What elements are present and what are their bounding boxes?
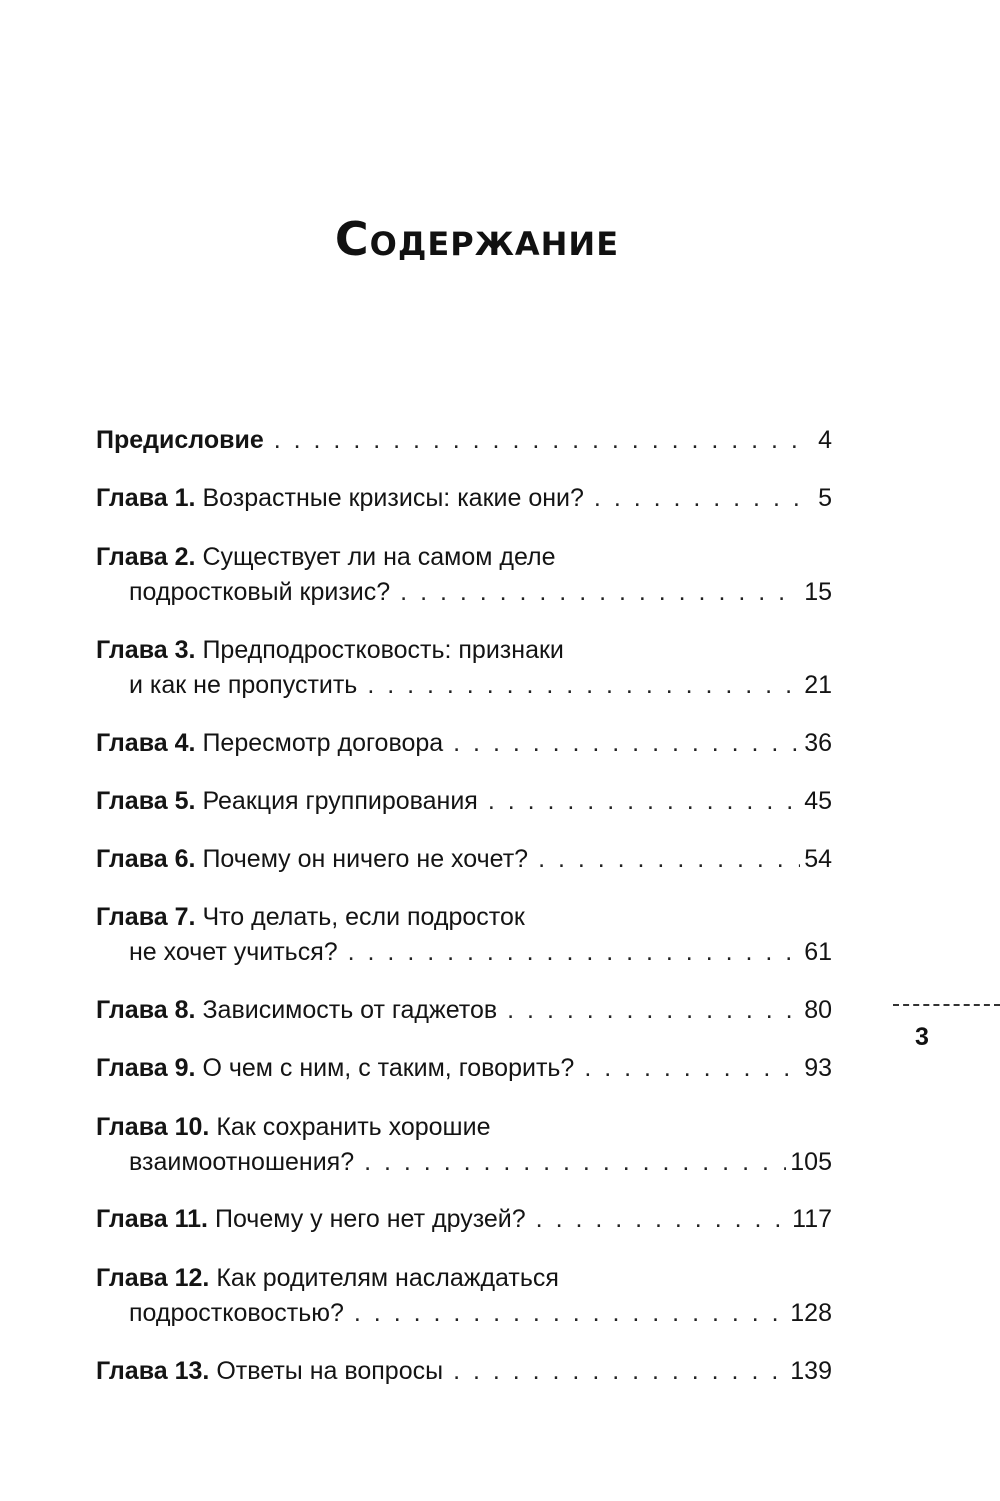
toc-page-number: 36 [804, 729, 832, 757]
toc-entry-line [96, 1354, 832, 1389]
toc-entry-line [96, 935, 832, 970]
dot-leader [453, 1354, 786, 1389]
toc-entry [96, 423, 832, 458]
toc-entry [96, 784, 832, 819]
toc-entry [96, 900, 832, 970]
margin-divider [893, 1004, 1000, 1006]
toc-page-number: 54 [804, 845, 832, 873]
dot-leader [367, 668, 800, 703]
chapter-title: Почему он ничего не хочет? [202, 845, 529, 873]
toc-entry-line [96, 575, 832, 610]
toc-page-number: 80 [804, 996, 832, 1024]
chapter-title: Почему у него нет друзей? [214, 1205, 526, 1233]
chapter-title: Как сохранить хорошие [216, 1113, 491, 1141]
chapter-title: Зависимость от гаджетов [202, 996, 498, 1024]
toc-page-number: 45 [804, 787, 832, 815]
toc-page-number: 21 [804, 671, 832, 699]
dot-leader [453, 726, 800, 761]
toc-entry-line [96, 1051, 832, 1086]
dot-leader [354, 1296, 786, 1331]
toc-page-number: 93 [804, 1054, 832, 1082]
chapter-title: Возрастные кризисы: какие они? [202, 484, 584, 512]
toc-entry-line [96, 540, 832, 575]
toc-entry-line [96, 1145, 832, 1180]
chapter-label: Глава 6. [96, 845, 196, 873]
chapter-label: Глава 13. [96, 1357, 210, 1385]
dot-leader [594, 481, 808, 516]
chapter-title: Реакция группирования [202, 787, 478, 815]
dot-leader [274, 423, 808, 458]
section-title: Предисловие [96, 426, 264, 454]
chapter-label: Глава 4. [96, 729, 196, 757]
chapter-title: и как не пропустить [129, 671, 358, 699]
toc-entry-line [96, 481, 832, 516]
dot-leader [348, 935, 801, 970]
toc-entry-line [96, 842, 832, 877]
toc-entry [96, 1354, 832, 1389]
toc-page-number: 61 [804, 938, 832, 966]
chapter-title: Что делать, если подросток [202, 903, 525, 931]
chapter-label: Глава 7. [96, 903, 196, 931]
dot-leader [536, 1202, 788, 1237]
toc-entry [96, 633, 832, 703]
chapter-title: Как родителям наслаждаться [216, 1264, 559, 1292]
dot-leader [364, 1145, 786, 1180]
toc-entry-line [96, 423, 832, 458]
dot-leader [584, 1051, 800, 1086]
toc-page-number: 4 [818, 426, 832, 454]
toc-page-number: 139 [790, 1357, 832, 1385]
chapter-title: Ответы на вопросы [216, 1357, 444, 1385]
toc-page-number: 5 [818, 484, 832, 512]
chapter-label: Глава 12. [96, 1264, 210, 1292]
toc-entry [96, 1110, 832, 1180]
toc-entry [96, 1261, 832, 1331]
toc-page-number: 105 [790, 1148, 832, 1176]
chapter-title: подростковостью? [129, 1299, 344, 1327]
page-number: 3 [915, 1023, 929, 1051]
chapter-label: Глава 8. [96, 996, 196, 1024]
chapter-label: Глава 1. [96, 484, 196, 512]
chapter-title: Пересмотр договора [202, 729, 444, 757]
dot-leader [488, 784, 800, 819]
toc-entry-line [96, 784, 832, 819]
chapter-title: не хочет учиться? [129, 938, 338, 966]
dot-leader [507, 993, 800, 1028]
chapter-label: Глава 10. [96, 1113, 210, 1141]
page-title: Содержание [334, 212, 620, 266]
toc-entry-line [96, 1202, 832, 1237]
chapter-label: Глава 5. [96, 787, 196, 815]
toc-entry [96, 481, 832, 516]
toc-entry-line [96, 900, 832, 935]
toc-entry-line [96, 726, 832, 761]
chapter-label: Глава 3. [96, 636, 196, 664]
toc-page-number: 117 [792, 1205, 832, 1233]
toc-entry-line [96, 1110, 832, 1145]
toc-entry [96, 1051, 832, 1086]
toc-entry-line [96, 1261, 832, 1296]
chapter-title: подростковый кризис? [129, 578, 391, 606]
chapter-label: Глава 11. [96, 1205, 208, 1233]
toc-entry [96, 993, 832, 1028]
chapter-title: Предподростковость: признаки [202, 636, 564, 664]
toc-entry [96, 726, 832, 761]
chapter-title: взаимоотношения? [129, 1148, 355, 1176]
chapter-title: О чем с ним, с таким, говорить? [202, 1054, 575, 1082]
toc-entry-line [96, 993, 832, 1028]
toc-entry [96, 540, 832, 610]
toc-entry [96, 1202, 832, 1237]
chapter-label: Глава 2. [96, 543, 196, 571]
toc-page-number: 15 [804, 578, 832, 606]
toc-page-number: 128 [790, 1299, 832, 1327]
toc-entry [96, 842, 832, 877]
toc-entry-line [96, 668, 832, 703]
toc-entry-line [96, 1296, 832, 1331]
toc-entry-line [96, 633, 832, 668]
chapter-title: Существует ли на самом деле [202, 543, 556, 571]
chapter-label: Глава 9. [96, 1054, 196, 1082]
dot-leader [538, 842, 800, 877]
dot-leader [400, 575, 800, 610]
